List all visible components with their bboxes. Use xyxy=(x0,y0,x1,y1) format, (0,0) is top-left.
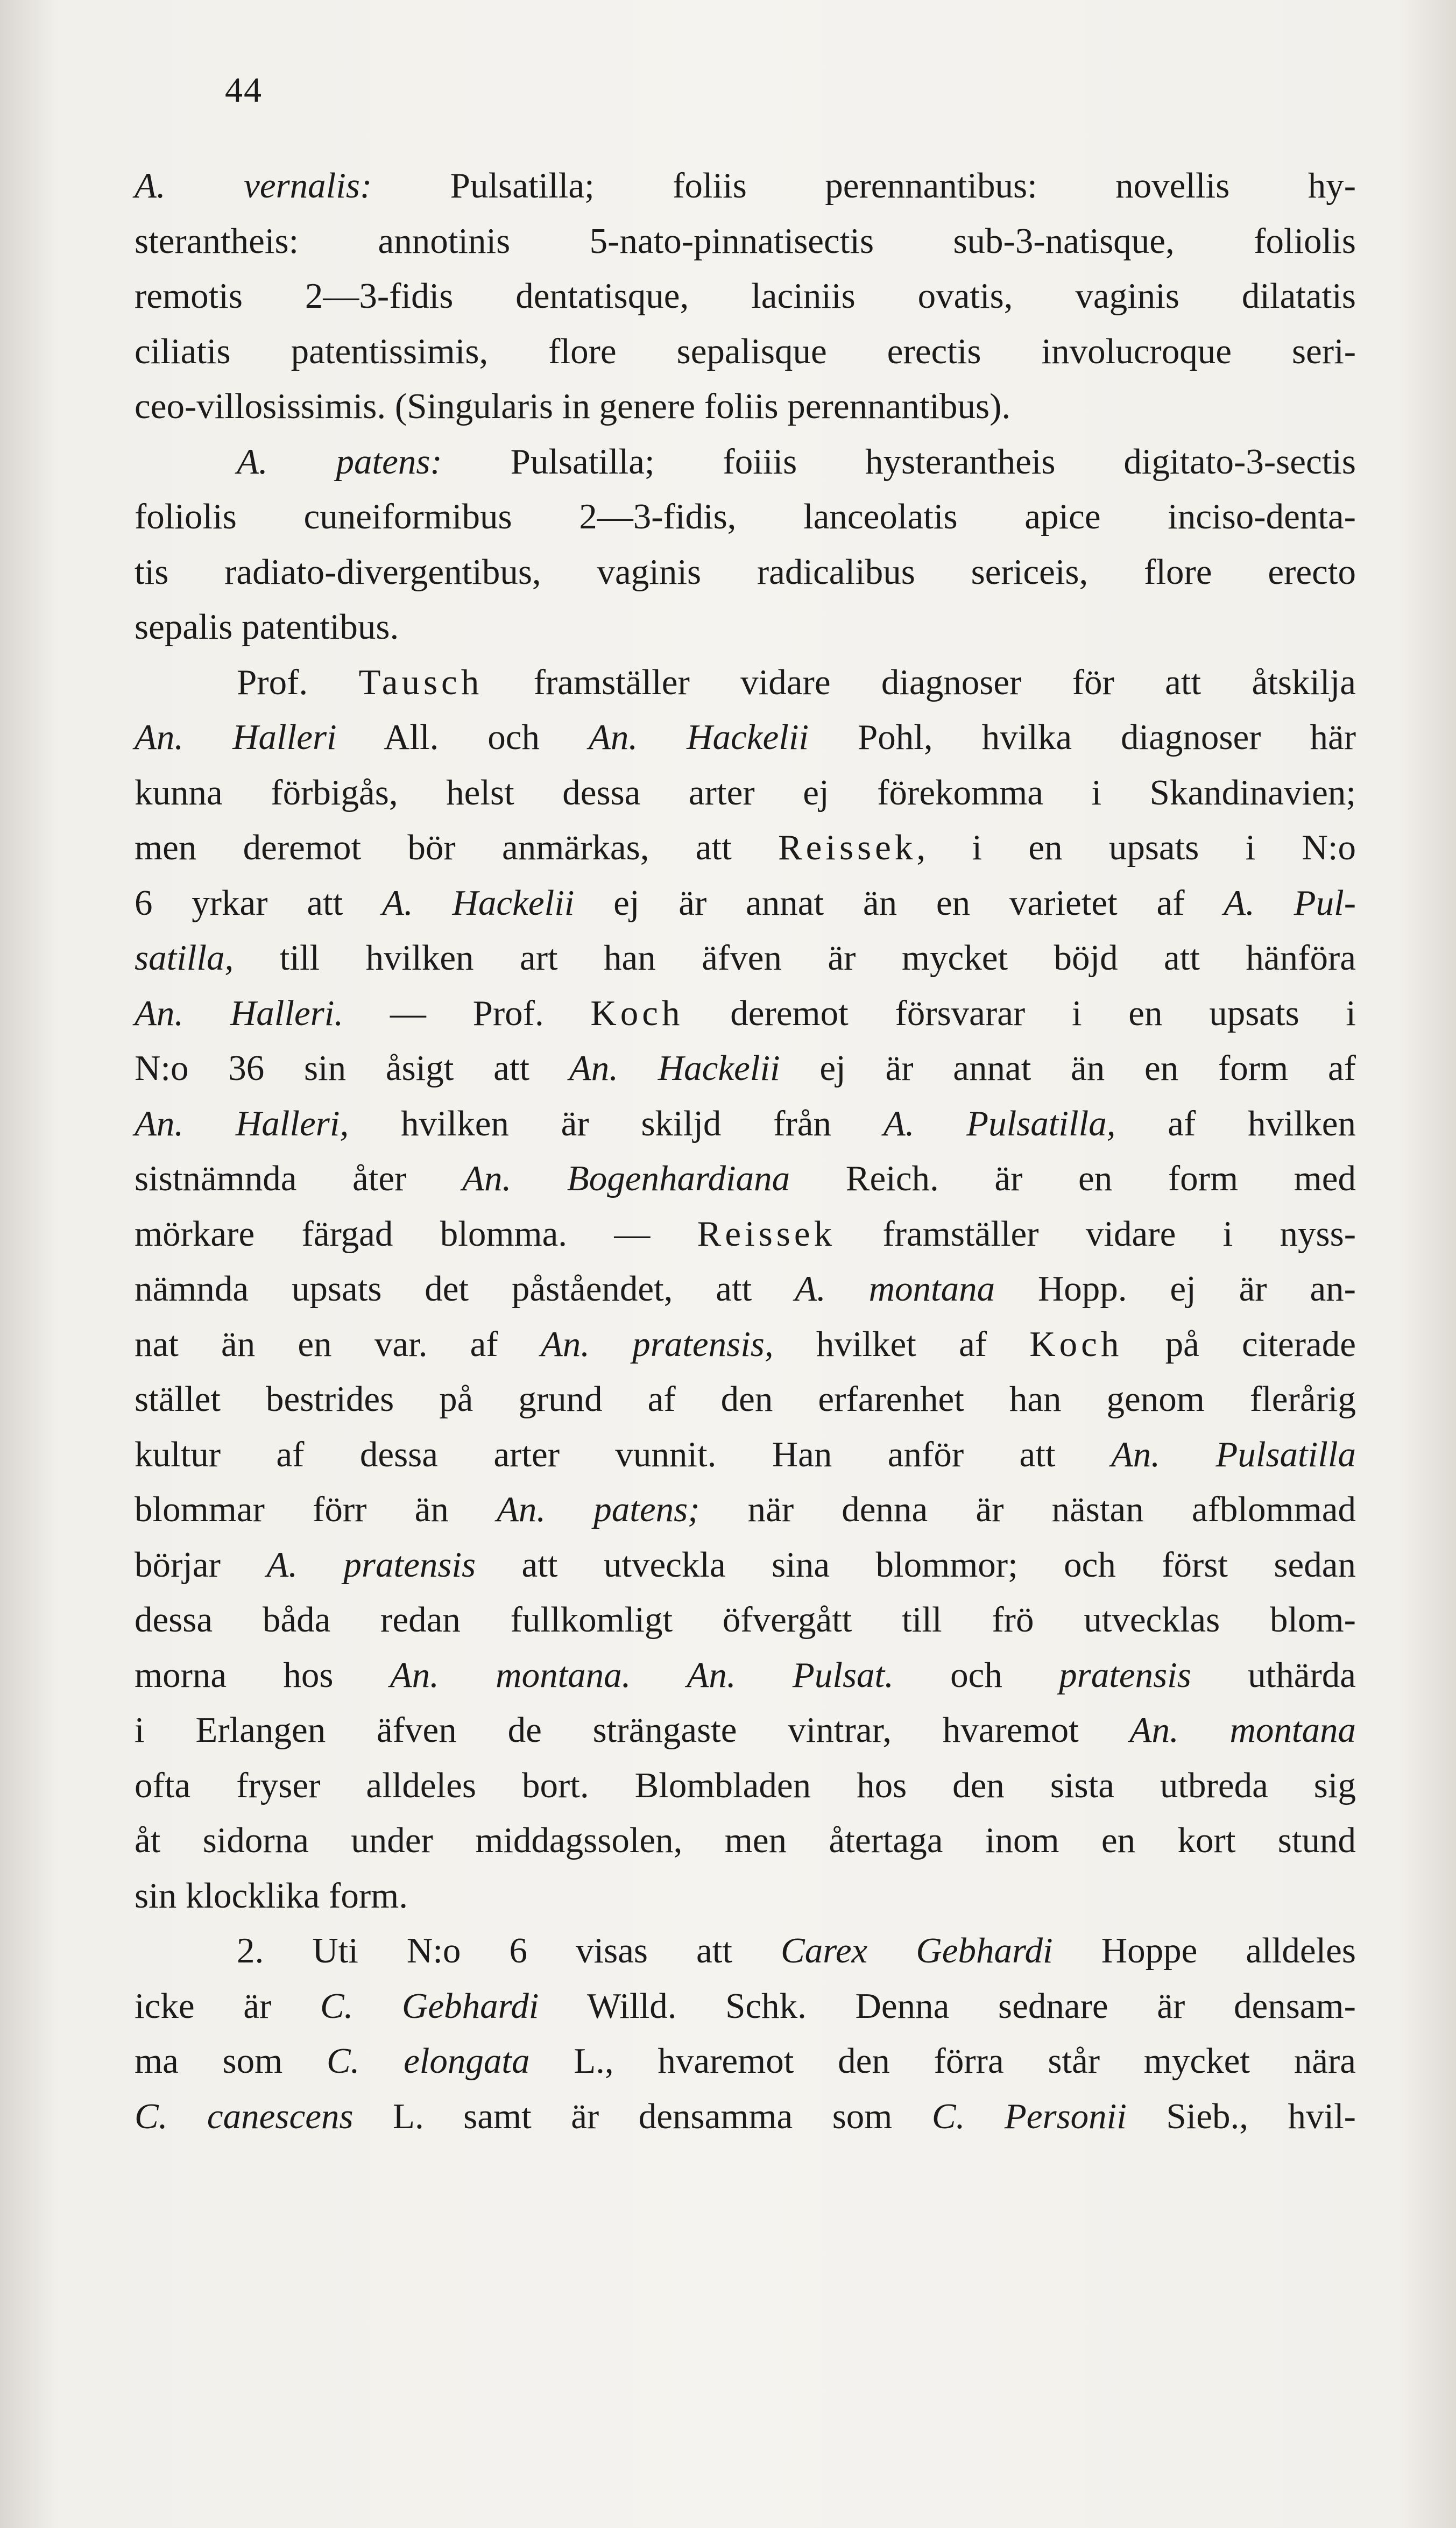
text-line xyxy=(135,1096,1356,1152)
text-run: ciliatis patentissimis, flore sepalisque erectis involucroque seri- xyxy=(135,331,1356,371)
text-line xyxy=(135,1868,1356,1924)
text-line xyxy=(135,599,1356,655)
text-run: sin klocklika form. xyxy=(135,1875,408,1916)
text-line xyxy=(135,1813,1356,1868)
text-run: kultur af dessa arter vunnit. Han anför att xyxy=(135,1434,1111,1474)
text-line xyxy=(135,1703,1356,1758)
text-run: mörkare färgad blomma. — xyxy=(135,1213,697,1254)
italic-text: Carex Gebhardi xyxy=(781,1931,1053,1971)
text-run: kunna förbigås, helst dessa arter ej förekomma i Skandinavien; xyxy=(135,772,1356,813)
text-run: Pulsatilla; foiiis hysteranthеis digitato-3-sectis xyxy=(442,441,1356,482)
text-line xyxy=(135,1482,1356,1537)
italic-text: A. pratensis xyxy=(266,1544,476,1585)
text-line xyxy=(135,930,1356,986)
text-line xyxy=(135,1151,1356,1206)
text-run: sepalis patentibus. xyxy=(135,607,399,647)
text-run: ej är annat än en form af xyxy=(780,1048,1356,1088)
text-run: Hoppe alldeles xyxy=(1052,1931,1356,1971)
italic-text: An. pratensis, xyxy=(540,1324,774,1364)
text-line xyxy=(135,1206,1356,1262)
text-line xyxy=(135,1648,1356,1703)
spaced-name: Reissek xyxy=(697,1213,836,1254)
italic-text: An. patens; xyxy=(496,1489,700,1529)
text-run: deremot försvarar i en upsats i xyxy=(683,993,1356,1033)
text-line xyxy=(135,655,1356,710)
text-run: ceo-villosissimis. (Singularis in genere foliis perennantibus). xyxy=(135,386,1011,426)
text-line xyxy=(135,158,1356,214)
text-run: uthärda xyxy=(1191,1655,1356,1695)
text-line xyxy=(135,1427,1356,1482)
text-run: tis radiato-divergentibus, vaginis radicalibus sericeis, flore erecto xyxy=(135,552,1356,592)
text-line xyxy=(135,820,1356,875)
text-run: remotis 2—3-fidis dentatisque, laciniis ovatis, vaginis dilatatis xyxy=(135,276,1356,316)
text-run: framställer vidare i nyss- xyxy=(836,1213,1356,1254)
italic-text: An. Bogenhardiana xyxy=(462,1159,790,1198)
spaced-name: Koch xyxy=(1029,1324,1123,1364)
text-run: blommar förr än xyxy=(135,1489,497,1529)
text-line xyxy=(135,545,1356,600)
italic-text: C. Personii xyxy=(931,2096,1127,2136)
text-run: åt sidorna under middagssolen, men återtaga inom en kort stund xyxy=(135,1820,1356,1860)
text-run: Prof. xyxy=(237,662,359,702)
text-line xyxy=(135,2089,1356,2144)
text-run: sistnämnda åter xyxy=(135,1159,463,1198)
text-run: — Prof. xyxy=(343,993,591,1033)
italic-text: A. Hackelii xyxy=(382,882,575,923)
italic-text: An. montana. An. Pulsat. xyxy=(390,1655,894,1695)
italic-text: A. vernalis: xyxy=(135,166,372,206)
italic-text: C. elongata xyxy=(326,2041,530,2081)
text-line xyxy=(135,1317,1356,1372)
text-run: morna hos xyxy=(135,1655,390,1695)
text-run: ma som xyxy=(135,2041,327,2081)
text-run: i Erlangen äfven de strängaste vintrar, hvaremot xyxy=(135,1710,1130,1750)
text-run: L., hvaremot den förra står mycket nära xyxy=(529,2041,1356,2081)
text-run: L. samt är densamma som xyxy=(353,2096,932,2136)
text-run: men deremot bör anmärkas, att xyxy=(135,828,778,867)
text-line xyxy=(135,1261,1356,1317)
text-run: Willd. Schk. Denna sednare är densam- xyxy=(539,1986,1356,2026)
italic-text: A. Pulsatilla, xyxy=(883,1103,1116,1143)
text-line xyxy=(135,1041,1356,1096)
text-run: Reich. är en form med xyxy=(790,1159,1356,1198)
text-run: af hvilken xyxy=(1115,1103,1356,1143)
text-run: icke är xyxy=(135,1986,320,2026)
text-run: 2. Uti N:o 6 visas att xyxy=(237,1931,781,1971)
text-run: sterantheis: annotinis 5-nato-pinnatisectis sub-3-natisque, foliolis xyxy=(135,221,1356,261)
text-line xyxy=(135,324,1356,379)
text-run: 6 yrkar att xyxy=(135,882,383,923)
text-run: All. och xyxy=(336,717,589,757)
italic-text: C. canescens xyxy=(135,2096,354,2136)
text-run: ej är annat än en varietet af xyxy=(574,882,1224,923)
text-run: , i en upsats i N:o xyxy=(916,828,1356,867)
text-line xyxy=(135,875,1356,931)
body-text xyxy=(135,158,1356,2144)
spaced-name: Koch xyxy=(590,993,684,1033)
text-line xyxy=(135,214,1356,269)
text-line xyxy=(135,710,1356,765)
italic-text: An. Halleri. xyxy=(135,993,344,1033)
text-run: foliolis cuneiformibus 2—3-fidis, lanceolatis apice inciso-denta- xyxy=(135,497,1356,536)
text-line xyxy=(135,1979,1356,2034)
italic-text: An. Pulsatilla xyxy=(1111,1434,1356,1474)
text-line xyxy=(135,1923,1356,1979)
text-run: stället bestrides på grund af den erfarenhet han genom flerårig xyxy=(135,1379,1356,1419)
text-line xyxy=(135,269,1356,324)
text-line xyxy=(135,1372,1356,1427)
italic-text: An. Halleri xyxy=(135,717,337,757)
text-run: dessa båda redan fullkomligt öfvergått till frö utvecklas blom- xyxy=(135,1600,1356,1640)
text-run: ofta fryser alldeles bort. Blombladen hos den sista utbreda sig xyxy=(135,1765,1356,1805)
italic-text: C. Gebhardi xyxy=(320,1986,539,2026)
text-line xyxy=(135,765,1356,821)
text-line xyxy=(135,434,1356,490)
text-run: hvilken är skiljd från xyxy=(349,1103,884,1143)
text-line xyxy=(135,2033,1356,2089)
italic-text: A. patens: xyxy=(237,441,442,482)
text-run: Pohl, hvilka diagnoser här xyxy=(809,717,1356,757)
text-line xyxy=(135,379,1356,434)
text-run: Hopp. ej är an- xyxy=(995,1269,1356,1309)
spaced-name: Reissek xyxy=(778,828,917,867)
text-line xyxy=(135,1537,1356,1593)
page-number: 44 xyxy=(225,70,263,110)
text-line xyxy=(135,489,1356,545)
text-run: nat än en var. af xyxy=(135,1324,541,1364)
text-line xyxy=(135,1758,1356,1813)
text-run: Pulsatilla; foliis perennantibus: novellis hy- xyxy=(372,166,1356,206)
italic-text: pratensis xyxy=(1059,1655,1191,1695)
italic-text: satilla, xyxy=(135,938,234,978)
spaced-name: Tausch xyxy=(358,662,483,702)
italic-text: A. montana xyxy=(795,1269,995,1309)
italic-text: An. Hackelii xyxy=(569,1048,780,1088)
text-run: när denna är nästan afblommad xyxy=(699,1489,1356,1529)
text-run: och xyxy=(893,1655,1059,1695)
text-run: framställer vidare diagnoser för att åtskilja xyxy=(483,662,1356,702)
text-run: hvilket af xyxy=(773,1324,1030,1364)
text-run: på citerade xyxy=(1122,1324,1356,1364)
italic-text: A. Pul- xyxy=(1224,882,1356,923)
text-run: Sieb., hvil- xyxy=(1126,2096,1356,2136)
text-run: nämnda upsats det påståendet, att xyxy=(135,1269,795,1309)
text-line xyxy=(135,986,1356,1041)
italic-text: An. Halleri, xyxy=(135,1103,349,1143)
italic-text: An. Hackelii xyxy=(588,717,809,757)
text-run: att utveckla sina blommor; och först sedan xyxy=(476,1544,1356,1585)
text-line xyxy=(135,1592,1356,1648)
italic-text: An. montana xyxy=(1129,1710,1356,1750)
text-run: N:o 36 sin åsigt att xyxy=(135,1048,569,1088)
text-run: börjar xyxy=(135,1544,267,1585)
text-run: till hvilken art han äfven är mycket böjd att hänföra xyxy=(234,938,1356,978)
